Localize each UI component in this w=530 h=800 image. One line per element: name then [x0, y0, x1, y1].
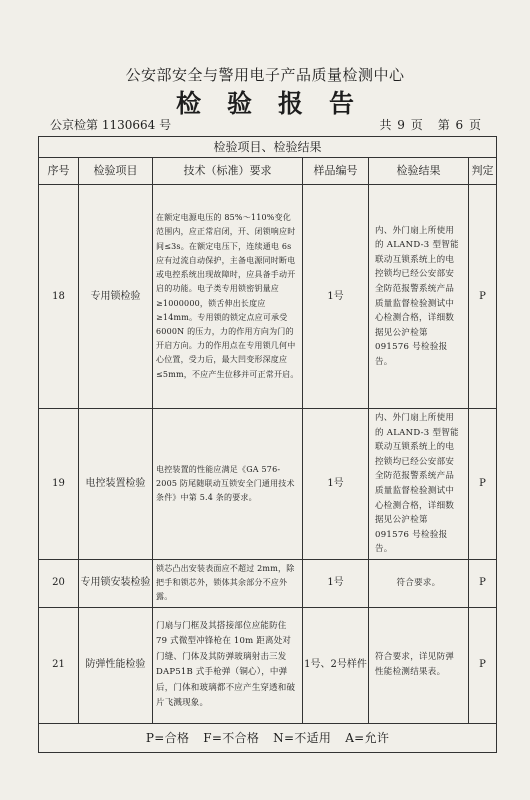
table-row	[39, 559, 497, 607]
row-result: 内、外门扇上所使用的 ALAND-3 型智能联动互锁系统上的电控锁均已经公安部安全防范报警系统产品质量监督检验测试中心检测合格，详细数据见公沪检第 091576 号检验报告。	[369, 409, 469, 560]
page-title: 检验报告	[175, 89, 380, 118]
column-header-row	[39, 158, 497, 185]
row-sample: 1号、2号样件	[303, 607, 369, 723]
row-result: 符合要求。	[369, 559, 469, 607]
row-verdict: P	[469, 559, 497, 607]
row-result: 符合要求，详见防弹性能检测结果表。	[369, 607, 469, 723]
page-info	[379, 116, 482, 133]
row-item: 专用锁安装检验	[79, 559, 153, 607]
row-requirement: 锁芯凸出安装表面应不超过 2mm，除把手和锁芯外，锁体其余部分不应外露。	[153, 559, 303, 607]
table-row	[39, 409, 497, 560]
section-header-row	[39, 137, 497, 158]
row-sample: 1号	[303, 559, 369, 607]
row-sample: 1号	[303, 409, 369, 560]
legend-fail: F=不合格	[203, 730, 260, 745]
report-number: 公京检第 1130664 号	[50, 118, 172, 132]
row-sample: 1号	[303, 185, 369, 409]
row-requirement: 电控装置的性能应满足《GA 576-2005 防尾随联动互锁安全门通用技术条件》中第 5.4 条的要求。	[153, 409, 303, 560]
total-pages: 共 9 页	[379, 118, 424, 132]
section-title: 检验项目、检验结果	[39, 137, 497, 158]
col-header-no: 序号	[39, 158, 79, 185]
row-verdict: P	[469, 185, 497, 409]
row-verdict: P	[469, 607, 497, 723]
row-item: 专用锁检验	[79, 185, 153, 409]
row-no: 20	[39, 559, 79, 607]
row-requirement: 在额定电源电压的 85%～110%变化范围内，应正常启闭，开、闭锁响应时间≤3s。在额定电压下，连续通电 6s 应有过流自动保护，主备电源同时断电或电控系统出现故障时，应具备手动开启的功能。电子类专用锁密钥量应≥1000000，锁舌伸出长度应≥14mm。专用锁的锁定点应可承受 6000N 的压力，力的作用方向为门的开启方向。力的作用点在专用锁几何中心位置，受力后，最大凹变形深度应≤5mm，不应产生位移并可正常开启。	[153, 185, 303, 409]
table-row	[39, 185, 497, 409]
legend-pass: P=合格	[145, 730, 190, 745]
legend-na: N=不适用	[273, 730, 332, 745]
org-name: 公安部安全与警用电子产品质量检测中心	[125, 66, 405, 84]
row-result: 内、外门扇上所使用的 ALAND-3 型智能联动互锁系统上的电控锁均已经公安部安全防范报警系统产品质量监督检验测试中心检测合格，详细数据见公沪检第 091576 号检验报告。	[369, 185, 469, 409]
page-number: 第 6 页	[437, 118, 482, 132]
inspection-table	[38, 136, 497, 753]
row-no: 19	[39, 409, 79, 560]
row-no: 21	[39, 607, 79, 723]
legend-row	[39, 723, 497, 752]
col-header-verdict: 判定	[469, 158, 497, 185]
col-header-result: 检验结果	[369, 158, 469, 185]
legend-allow: A=允许	[345, 730, 390, 745]
col-header-requirement: 技术（标准）要求	[153, 158, 303, 185]
row-item: 电控装置检验	[79, 409, 153, 560]
col-header-sample: 样品编号	[303, 158, 369, 185]
row-no: 18	[39, 185, 79, 409]
legend	[39, 723, 497, 752]
col-header-item: 检验项目	[79, 158, 153, 185]
table-row	[39, 607, 497, 723]
row-item: 防弹性能检验	[79, 607, 153, 723]
row-requirement: 门扇与门框及其搭接部位应能防住 79 式微型冲锋枪在 10m 距离处对门缝、门体及其防弹玻璃射击三发 DAP51B 式手枪弹（铜心），中弹后，门体和玻璃都不应产生穿透和破片飞溅现象。	[153, 607, 303, 723]
row-verdict: P	[469, 409, 497, 560]
